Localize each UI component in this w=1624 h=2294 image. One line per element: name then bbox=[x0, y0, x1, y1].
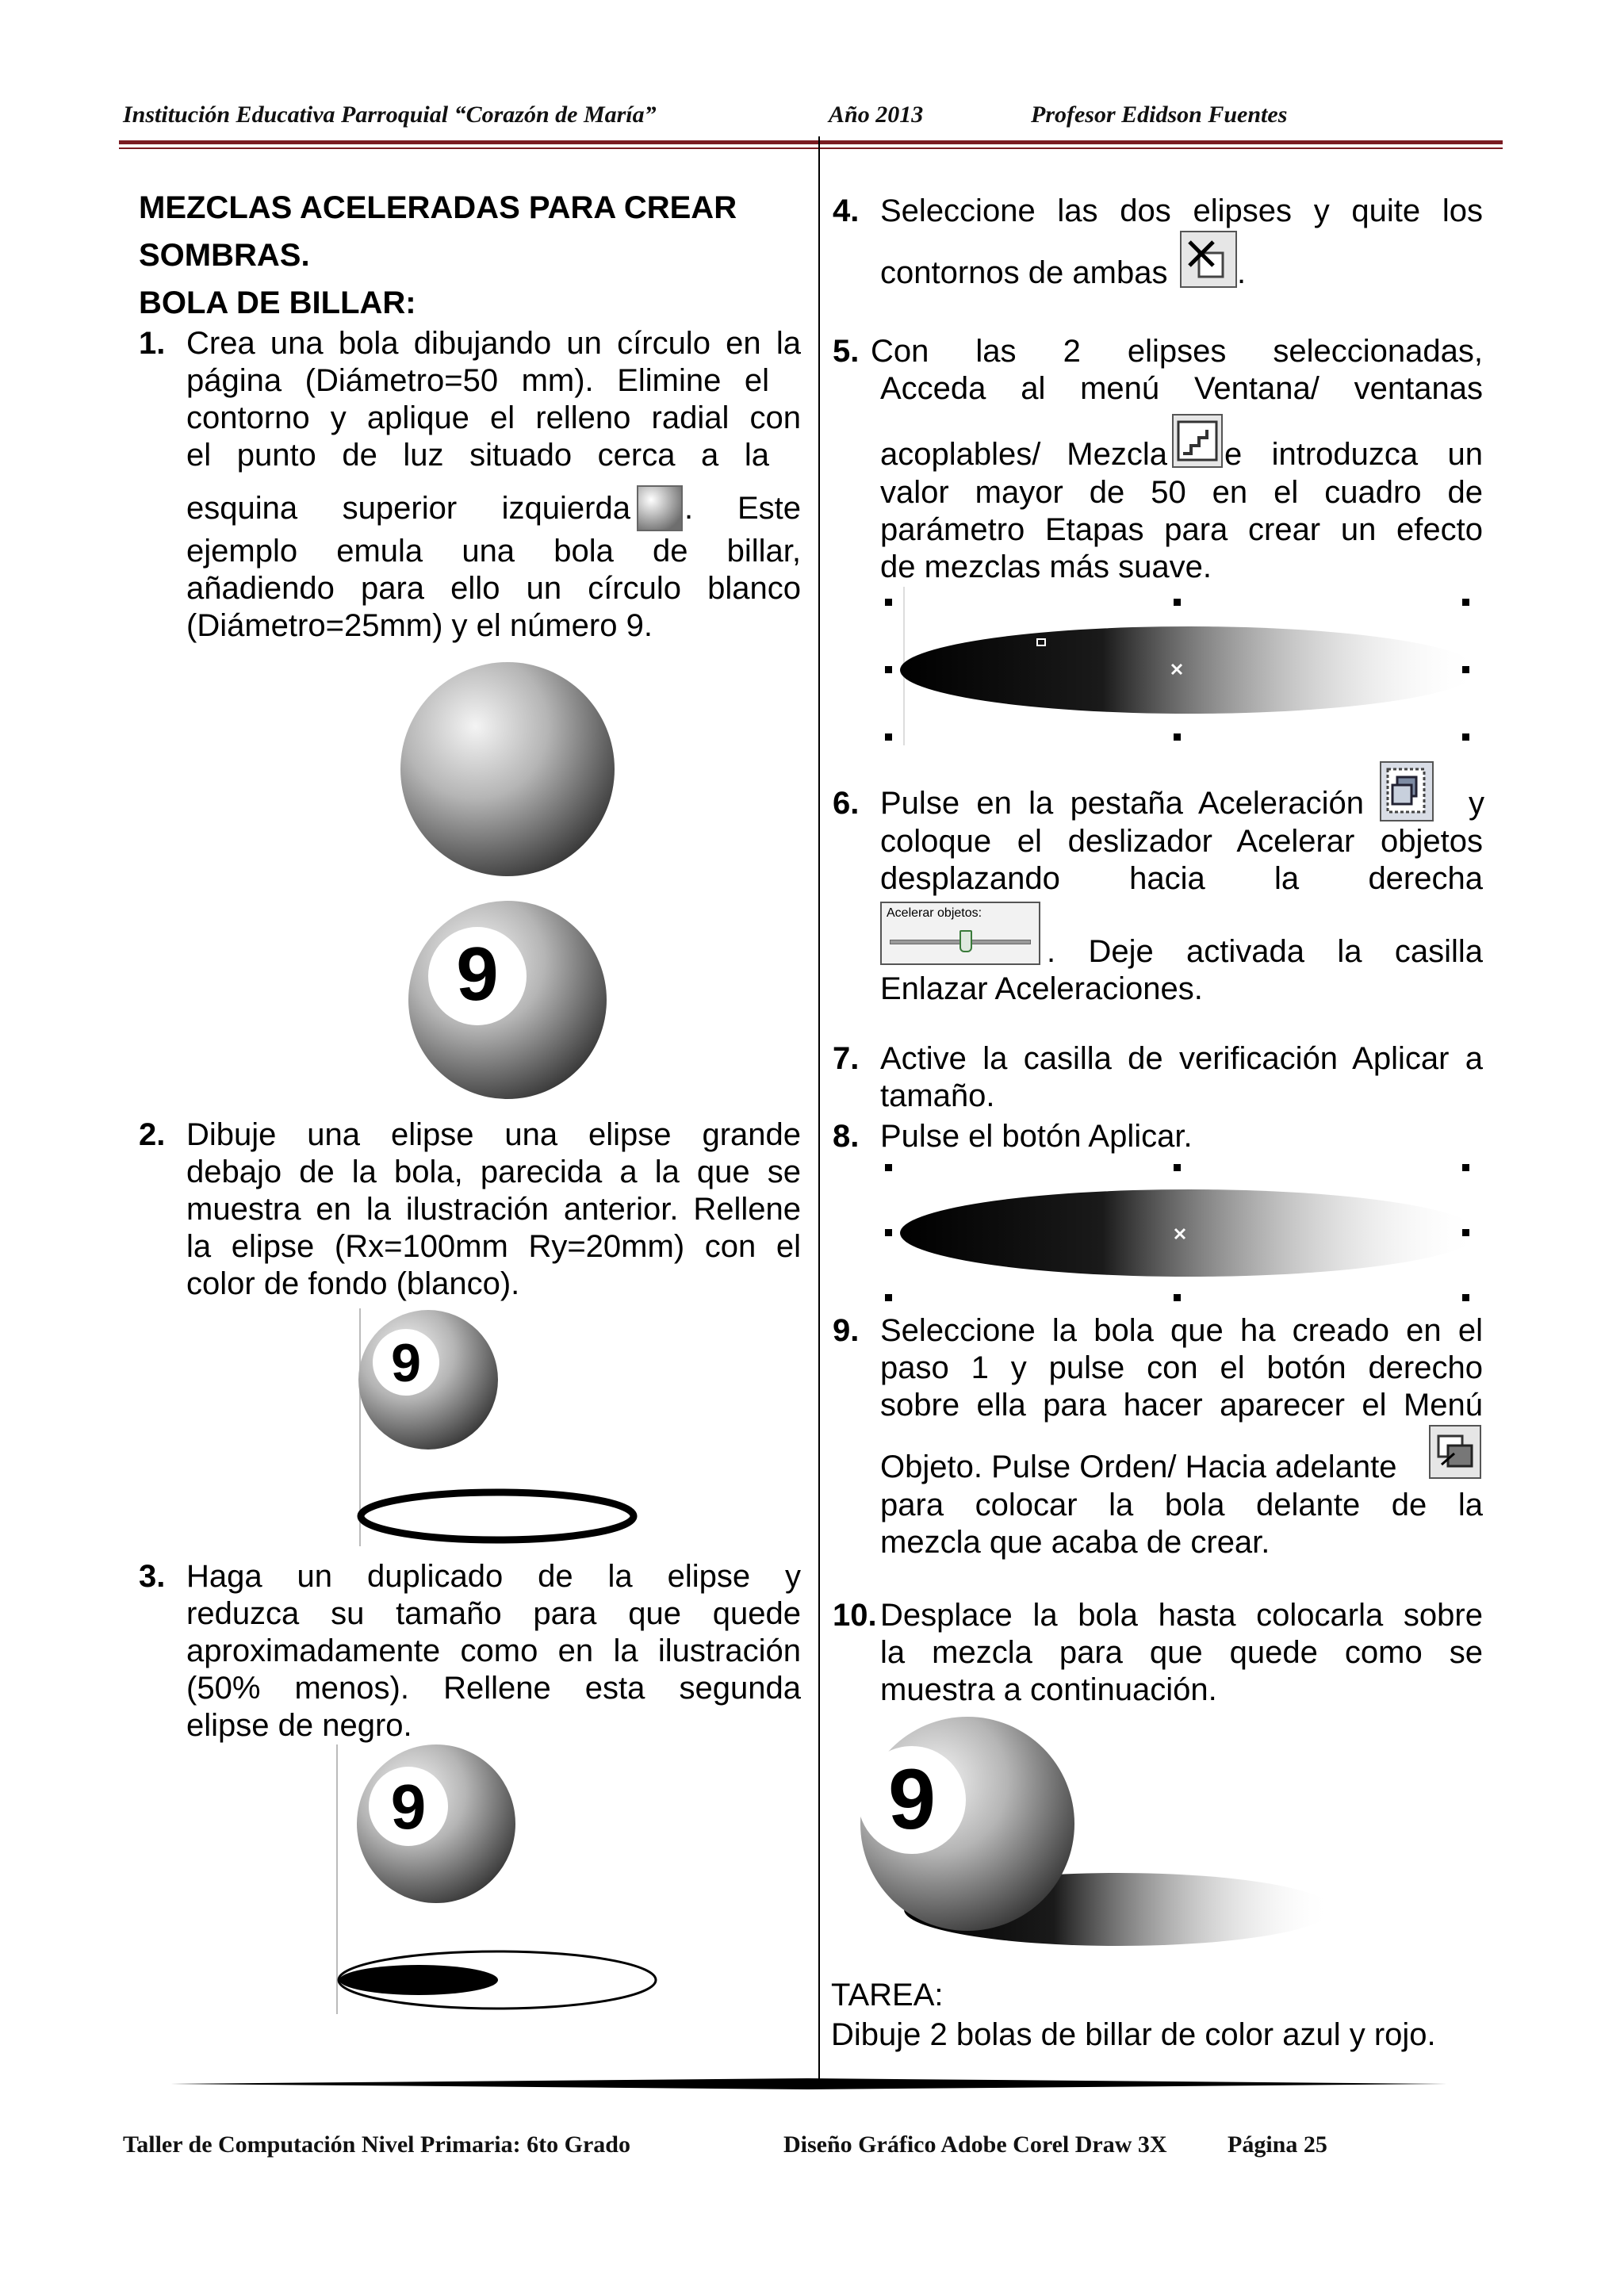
step-9-line: paso 1 y pulse con el botón derecho bbox=[880, 1350, 1483, 1385]
to-front-icon[interactable] bbox=[1429, 1425, 1481, 1479]
step-10-line: la mezcla para que quede como se bbox=[880, 1635, 1483, 1670]
step-9-number: 9. bbox=[833, 1313, 860, 1348]
step-10-line: Desplace la bola hasta colocarla sobre bbox=[880, 1598, 1483, 1633]
step-9-line: Seleccione la bola que ha creado en el bbox=[880, 1313, 1483, 1348]
step-3-line: reduzca su tamaño para que quede bbox=[186, 1596, 801, 1631]
footer-course: Taller de Computación Nivel Primaria: 6to Grado bbox=[123, 2131, 630, 2158]
step-1-number: 1. bbox=[139, 326, 166, 361]
step-1-line: esquina superior izquierda bbox=[186, 491, 630, 526]
step-1-line: . Este bbox=[684, 491, 801, 526]
header-rule bbox=[119, 140, 1503, 144]
ball-number: 9 bbox=[887, 1751, 936, 1847]
step-9-line: para colocar la bola delante de la bbox=[880, 1488, 1483, 1522]
step-7-line: tamaño. bbox=[880, 1078, 995, 1113]
header-rule-thin bbox=[119, 147, 1503, 149]
step-6-number: 6. bbox=[833, 786, 860, 821]
step-3-line: aproximadamente como en la ilustración bbox=[186, 1633, 801, 1668]
header-teacher: Profesor Edidson Fuentes bbox=[1031, 101, 1288, 128]
step-8-number: 8. bbox=[833, 1119, 860, 1154]
section-subtitle: BOLA DE BILLAR: bbox=[139, 285, 416, 320]
step-2-line: muestra en la ilustración anterior. Rellene bbox=[186, 1192, 801, 1227]
step-5-line: de mezclas más suave. bbox=[880, 550, 1212, 584]
ball-number: 9 bbox=[390, 1771, 427, 1842]
step-10-number: 10. bbox=[833, 1598, 877, 1633]
step-9-line: Objeto. Pulse Orden/ Hacia adelante bbox=[880, 1450, 1397, 1484]
step-10-line: muestra a continuación. bbox=[880, 1672, 1217, 1707]
gradient-ball-illustration bbox=[396, 650, 619, 888]
step-6-line: Enlazar Aceleraciones. bbox=[880, 971, 1203, 1006]
accelerate-objects-slider[interactable] bbox=[880, 902, 1040, 965]
step-6-line: coloque el deslizador Acelerar objetos bbox=[880, 824, 1483, 859]
slider-thumb[interactable] bbox=[959, 930, 972, 952]
step-5-number: 5. bbox=[833, 334, 860, 369]
task-title: TAREA: bbox=[831, 1978, 944, 2013]
step-4-line: contornos de ambas bbox=[880, 255, 1168, 290]
footer-subject: Diseño Gráfico Adobe Corel Draw 3X bbox=[783, 2131, 1167, 2158]
step-6-line: y bbox=[1469, 786, 1484, 821]
step-6-line: Pulse en la pestaña Aceleración bbox=[880, 786, 1364, 821]
step-4-line: . bbox=[1237, 255, 1247, 290]
step-2-line: la elipse (Rx=100mm Ry=20mm) con el bbox=[186, 1229, 801, 1264]
step-1-line: contorno y aplique el relleno radial con bbox=[186, 400, 801, 435]
acceleration-icon[interactable] bbox=[1380, 761, 1434, 821]
step-2-line: color de fondo (blanco). bbox=[186, 1266, 520, 1301]
step-2-line: Dibuje una elipse una elipse grande bbox=[186, 1117, 801, 1152]
header-institution: Institución Educativa Parroquial “Corazón de María” bbox=[123, 101, 657, 128]
task-text: Dibuje 2 bolas de billar de color azul y rojo. bbox=[831, 2017, 1436, 2052]
step-5-line: e introduzca un bbox=[1224, 437, 1483, 472]
step-6-line: . Deje activada la casilla bbox=[1047, 934, 1483, 969]
column-divider bbox=[818, 136, 820, 2087]
footer-page: Página 25 bbox=[1228, 2131, 1327, 2158]
billiard-ball-with-shadow-illustration bbox=[833, 1713, 1332, 1967]
header-year: Año 2013 bbox=[829, 101, 924, 128]
step-3-line: elipse de negro. bbox=[186, 1708, 412, 1743]
step-2-line: debajo de la bola, parecida a la que se bbox=[186, 1155, 801, 1189]
blend-ellipse-illustration bbox=[880, 587, 1483, 745]
step-3-number: 3. bbox=[139, 1559, 166, 1594]
step-1-line: ejemplo emula una bola de billar, bbox=[186, 534, 801, 569]
billiard-ball-9-illustration bbox=[404, 894, 611, 1109]
step-8-line: Pulse el botón Aplicar. bbox=[880, 1119, 1193, 1154]
step-1-line: el punto de luz situado cerca a la bbox=[186, 438, 769, 473]
step-7-line: Active la casilla de verificación Aplicar a bbox=[880, 1041, 1483, 1076]
step-1-line: añadiendo para ello un círculo blanco bbox=[186, 571, 801, 606]
section-title-line2: SOMBRAS. bbox=[139, 238, 310, 273]
step-1-line: Crea una bola dibujando un círculo en la bbox=[186, 326, 801, 361]
step-5-line: parámetro Etapas para crear un efecto bbox=[880, 512, 1483, 547]
step-2-number: 2. bbox=[139, 1117, 166, 1152]
footer-rule bbox=[170, 2076, 1447, 2092]
step-5-line: Con las 2 elipses seleccionadas, bbox=[871, 334, 1483, 369]
step-9-line: sobre ella para hacer aparecer el Menú bbox=[880, 1388, 1483, 1423]
ball-with-two-ellipses-illustration bbox=[329, 1744, 670, 2030]
no-outline-icon[interactable] bbox=[1180, 231, 1237, 288]
step-6-line: desplazando hacia la derecha bbox=[880, 861, 1483, 896]
ball-with-ellipse-illustration bbox=[349, 1308, 650, 1546]
step-3-line: (50% menos). Rellene esta segunda bbox=[186, 1671, 801, 1706]
ball-number: 9 bbox=[391, 1333, 421, 1393]
step-4-number: 4. bbox=[833, 193, 860, 228]
step-1-line: (Diámetro=25mm) y el número 9. bbox=[186, 608, 653, 643]
ball-number: 9 bbox=[456, 932, 499, 1017]
blend-icon[interactable] bbox=[1172, 414, 1223, 468]
step-5-line: acoplables/ Mezcla bbox=[880, 437, 1167, 472]
step-9-line: mezcla que acaba de crear. bbox=[880, 1525, 1270, 1560]
section-title-line1: MEZCLAS ACELERADAS PARA CREAR bbox=[139, 190, 737, 225]
gradient-swatch-icon bbox=[637, 485, 683, 531]
step-1-line: página (Diámetro=50 mm). Elimine el bbox=[186, 363, 769, 398]
step-3-line: Haga un duplicado de la elipse y bbox=[186, 1559, 801, 1594]
step-5-line: valor mayor de 50 en el cuadro de bbox=[880, 475, 1483, 510]
step-5-line: Acceda al menú Ventana/ ventanas bbox=[880, 371, 1483, 406]
slider-label: Acelerar objetos: bbox=[887, 906, 982, 920]
step-7-number: 7. bbox=[833, 1041, 860, 1076]
accelerated-blend-illustration bbox=[880, 1158, 1483, 1308]
step-4-line: Seleccione las dos elipses y quite los bbox=[880, 193, 1483, 228]
